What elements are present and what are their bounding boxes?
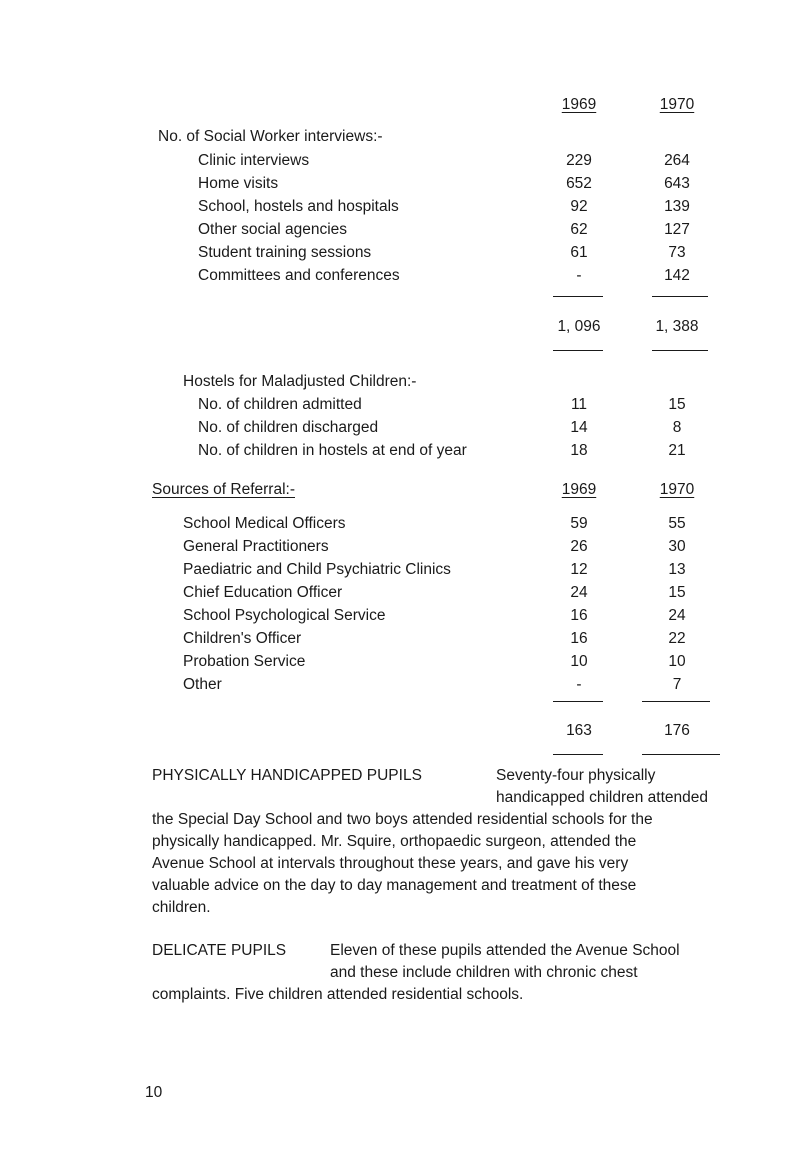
paragraph-line: handicapped children attended — [496, 789, 709, 806]
value-1969: 11 — [570, 396, 588, 413]
value-1969: 16 — [570, 630, 588, 647]
value-1970: 73 — [668, 244, 686, 261]
value-1969: - — [576, 267, 582, 284]
value-1969: 652 — [566, 175, 592, 192]
referral-total-rule-1970 — [642, 701, 710, 702]
paragraph-line: Seventy-four physically — [496, 767, 656, 784]
value-1970: 142 — [664, 267, 690, 284]
total-underline-1970 — [652, 350, 708, 351]
row-label: Home visits — [198, 175, 279, 192]
row-label: No. of children discharged — [198, 419, 379, 436]
row-label: Paediatric and Child Psychiatric Clinics — [183, 561, 451, 578]
value-1969: 92 — [570, 198, 588, 215]
row-label: Student training sessions — [198, 244, 372, 261]
physically-handicapped-title: PHYSICALLY HANDICAPPED PUPILS — [152, 767, 422, 784]
year-1970-header: 1970 — [659, 96, 695, 113]
referral-year-1969: 1969 — [561, 481, 597, 498]
value-1970: 264 — [664, 152, 690, 169]
referral-total-underline-1969 — [553, 754, 603, 755]
value-1970: 127 — [664, 221, 690, 238]
interviews-heading: No. of Social Worker interviews:- — [158, 128, 383, 145]
value-1970: 10 — [668, 653, 686, 670]
value-1970: 22 — [668, 630, 686, 647]
referral-total-1970: 176 — [664, 722, 690, 739]
paragraph-line: the Special Day School and two boys attended residential schools for the — [152, 811, 653, 828]
interviews-total-1969: 1, 096 — [557, 318, 601, 335]
referral-total-rule-1969 — [553, 701, 603, 702]
paragraph-line: children. — [152, 899, 211, 916]
row-label: Chief Education Officer — [183, 584, 343, 601]
value-1970: 15 — [668, 396, 686, 413]
row-label: Children's Officer — [183, 630, 302, 647]
referral-total-underline-1970 — [642, 754, 720, 755]
row-label: School Psychological Service — [183, 607, 386, 624]
value-1969: - — [576, 676, 582, 693]
row-label: General Practitioners — [183, 538, 329, 555]
value-1969: 16 — [570, 607, 588, 624]
page-number: 10 — [145, 1084, 163, 1101]
value-1969: 14 — [570, 419, 588, 436]
row-label: No. of children in hostels at end of year — [198, 442, 467, 459]
row-label: Probation Service — [183, 653, 306, 670]
row-label: School, hostels and hospitals — [198, 198, 399, 215]
row-label: No. of children admitted — [198, 396, 362, 413]
row-label: Clinic interviews — [198, 152, 310, 169]
delicate-pupils-title: DELICATE PUPILS — [152, 942, 287, 959]
hostels-heading: Hostels for Maladjusted Children:- — [183, 373, 417, 390]
referral-total-1969: 163 — [566, 722, 592, 739]
value-1970: 24 — [668, 607, 686, 624]
row-label: Other — [183, 676, 222, 693]
value-1970: 15 — [668, 584, 686, 601]
value-1969: 61 — [570, 244, 588, 261]
value-1969: 62 — [570, 221, 588, 238]
referral-year-1970: 1970 — [659, 481, 695, 498]
value-1969: 10 — [570, 653, 588, 670]
value-1970: 139 — [664, 198, 690, 215]
referral-heading: Sources of Referral:- — [152, 481, 295, 498]
total-rule-1969 — [553, 296, 603, 297]
paragraph-line: valuable advice on the day to day management and treatment of these — [152, 877, 637, 894]
paragraph-line: and these include children with chronic chest — [330, 964, 638, 981]
value-1969: 229 — [566, 152, 592, 169]
value-1970: 7 — [672, 676, 682, 693]
value-1969: 18 — [570, 442, 588, 459]
value-1970: 13 — [668, 561, 686, 578]
total-rule-1970 — [652, 296, 708, 297]
row-label: School Medical Officers — [183, 515, 346, 532]
year-1969-header: 1969 — [561, 96, 597, 113]
value-1969: 12 — [570, 561, 588, 578]
value-1970: 643 — [664, 175, 690, 192]
value-1969: 26 — [570, 538, 588, 555]
value-1969: 59 — [570, 515, 588, 532]
paragraph-line: physically handicapped. Mr. Squire, orthopaedic surgeon, attended the — [152, 833, 637, 850]
value-1970: 8 — [672, 419, 682, 436]
row-label: Committees and conferences — [198, 267, 400, 284]
paragraph-line: Avenue School at intervals throughout these years, and gave his very — [152, 855, 629, 872]
value-1970: 55 — [668, 515, 686, 532]
total-underline-1969 — [553, 350, 603, 351]
interviews-total-1970: 1, 388 — [655, 318, 699, 335]
value-1969: 24 — [570, 584, 588, 601]
row-label: Other social agencies — [198, 221, 348, 238]
paragraph-line: complaints. Five children attended residential schools. — [152, 986, 524, 1003]
value-1970: 30 — [668, 538, 686, 555]
value-1970: 21 — [668, 442, 686, 459]
paragraph-line: Eleven of these pupils attended the Avenue School — [330, 942, 680, 959]
